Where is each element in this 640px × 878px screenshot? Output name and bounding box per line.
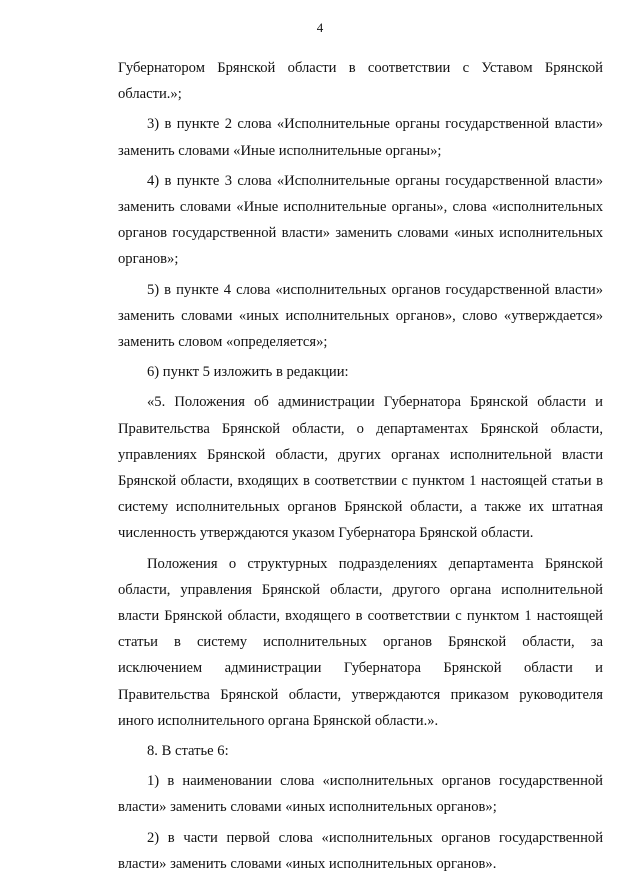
paragraph-continuation: Губернатором Брянской области в соответствии с Уставом Брянской области.»; bbox=[118, 60, 603, 103]
page-number: 4 bbox=[316, 20, 324, 35]
paragraph-item-6: 6) пункт 5 изложить в редакции: bbox=[147, 364, 349, 381]
paragraph-quoted-point-5: «5. Положения об администрации Губернатора Брянской области и Правительства Брянской области, о департаментах Брянской области, управлениях Брянской области, других органах исполнительной власти Брянской области, входящих в соответствии с пунктом 1 настоящей статьи в систему исполнительных органов Брянской области, а также их штатная численность утверждаются указом Губернатора Брянской области. bbox=[118, 394, 603, 542]
paragraph-item-4: 4) в пункте 3 слова «Исполнительные органы государственной власти» заменить словами «Иные исполнительные органы», слова «исполнительных органов государственной власти» заменить словами «иных исполнительных органов»; bbox=[118, 172, 603, 268]
paragraph-item-3: 3) в пункте 2 слова «Исполнительные органы государственной власти» заменить словами «Иные исполнительные органы»; bbox=[118, 116, 603, 159]
paragraph-item-5: 5) в пункте 4 слова «исполнительных органов государственной власти» заменить словами «иных исполнительных органов», слово «утверждается» заменить словом «определяется»; bbox=[118, 281, 603, 351]
paragraph-structural-units: Положения о структурных подразделениях департамента Брянской области, управления Брянской области, другого органа исполнительной власти Брянской области, входящего в соответствии с пунктом 1 настоящей статьи в систему исполнительных органов Брянской области, за исключением администрации Губернатора Брянской области и Правительства Брянской области, утверждаются приказом руководителя иного исполнительного органа Брянской области.». bbox=[118, 555, 603, 729]
paragraph-article-6-heading: 8. В статье 6: bbox=[147, 743, 229, 760]
document-body bbox=[118, 55, 603, 877]
paragraph-article-6-item-2: 2) в части первой слова «исполнительных органов государственной власти» заменить словами «иных исполнительных органов». bbox=[118, 829, 603, 872]
paragraph-article-6-item-1: 1) в наименовании слова «исполнительных органов государственной власти» заменить словами «иных исполнительных органов»; bbox=[118, 773, 603, 816]
